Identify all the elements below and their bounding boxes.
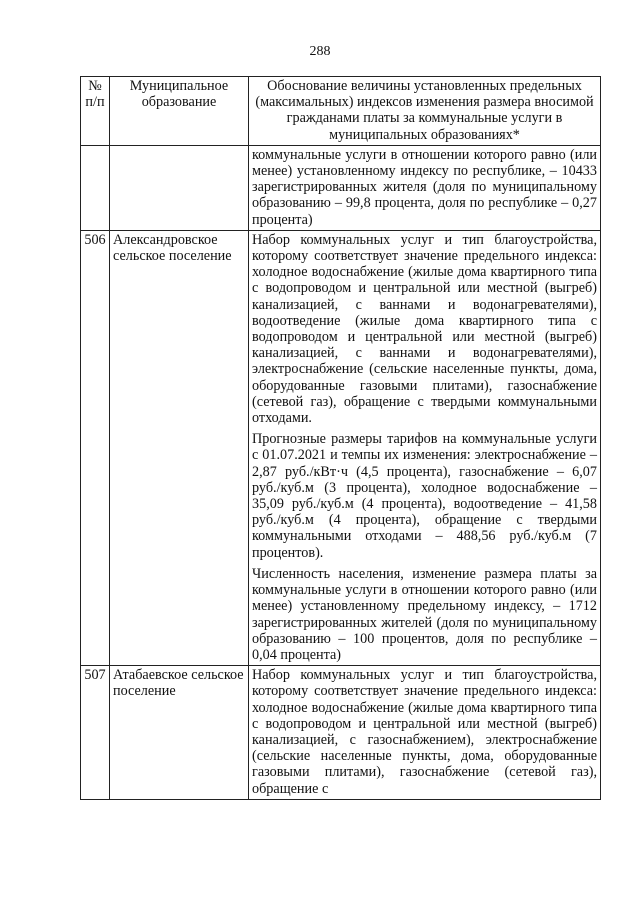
table-row	[81, 666, 601, 800]
tariff-index-table	[80, 76, 601, 800]
header-number: № п/п	[81, 77, 110, 146]
justification-paragraph: Численность населения, изменение размера платы за коммунальные услуги в отношении которого равно (или менее) установленному предельному индексу, – 1712 зарегистрированных жителей (доля по муниципальному образованию – 100 процентов, доля по республике – 0,04 процента)	[252, 565, 597, 663]
row-justification	[249, 145, 601, 230]
row-number	[81, 145, 110, 230]
header-justification: Обоснование величины установленных предельных (максимальных) индексов изменения размера вносимой гражданами платы за коммунальные услуги в муниципальных образованиях*	[249, 77, 601, 146]
page-number: 288	[309, 44, 331, 59]
table-row	[81, 230, 601, 665]
justification-paragraph: коммунальные услуги в отношении которого равно (или менее) установленному индексу по республике, – 10433 зарегистрированных жителя (доля по муниципальному образованию – 99,8 процента, доля по республике – 0,27 процента)	[252, 146, 597, 228]
row-municipality	[110, 145, 249, 230]
table-row	[81, 145, 601, 230]
row-number: 506	[81, 230, 110, 665]
row-justification	[249, 230, 601, 665]
justification-paragraph: Прогнозные размеры тарифов на коммунальные услуги с 01.07.2021 и темпы их изменения: электроснабжение – 2,87 руб./кВт·ч (4,5 процента), газоснабжение – 6,07 руб./куб.м (3 процента), холодное водоснабжение – 35,09 руб./куб.м (4 процента), водоотведение – 41,58 руб./куб.м (4 процента), обращение с твердыми коммунальными отходами – 488,56 руб./куб.м (7 процентов).	[252, 431, 597, 561]
header-municipality: Муниципальное образование	[110, 77, 249, 146]
justification-paragraph: Набор коммунальных услуг и тип благоустройства, которому соответствует значение предельного индекса: холодное водоснабжение (жилые дома квартирного типа с водопроводом и центральной или местной (выгреб) канализацией, с газоснабжением), электроснабжение (сельские населенные пункты, дома, оборудованные газовыми плитами), газоснабжение (сетевой газ), обращение с	[252, 667, 597, 797]
row-municipality: Атабаевское сельское поселение	[110, 666, 249, 800]
justification-paragraph: Набор коммунальных услуг и тип благоустройства, которому соответствует значение предельного индекса: холодное водоснабжение (жилые дома квартирного типа с водопроводом и центральной или местной (выгреб) канализацией, с ваннами и водонагревателями), водоотведение (жилые дома квартирного типа с водопроводом и центральной или местной (выгреб) канализацией, с ваннами и водонагревателями), электроснабжение (сельские населенные пункты, дома, оборудованные газовыми плитами), газоснабжение (сетевой газ), обращение с твердыми коммунальными отходами.	[252, 231, 597, 427]
row-municipality: Александровское сельское поселение	[110, 230, 249, 665]
table-header-row	[81, 77, 601, 146]
row-justification	[249, 666, 601, 800]
row-number: 507	[81, 666, 110, 800]
